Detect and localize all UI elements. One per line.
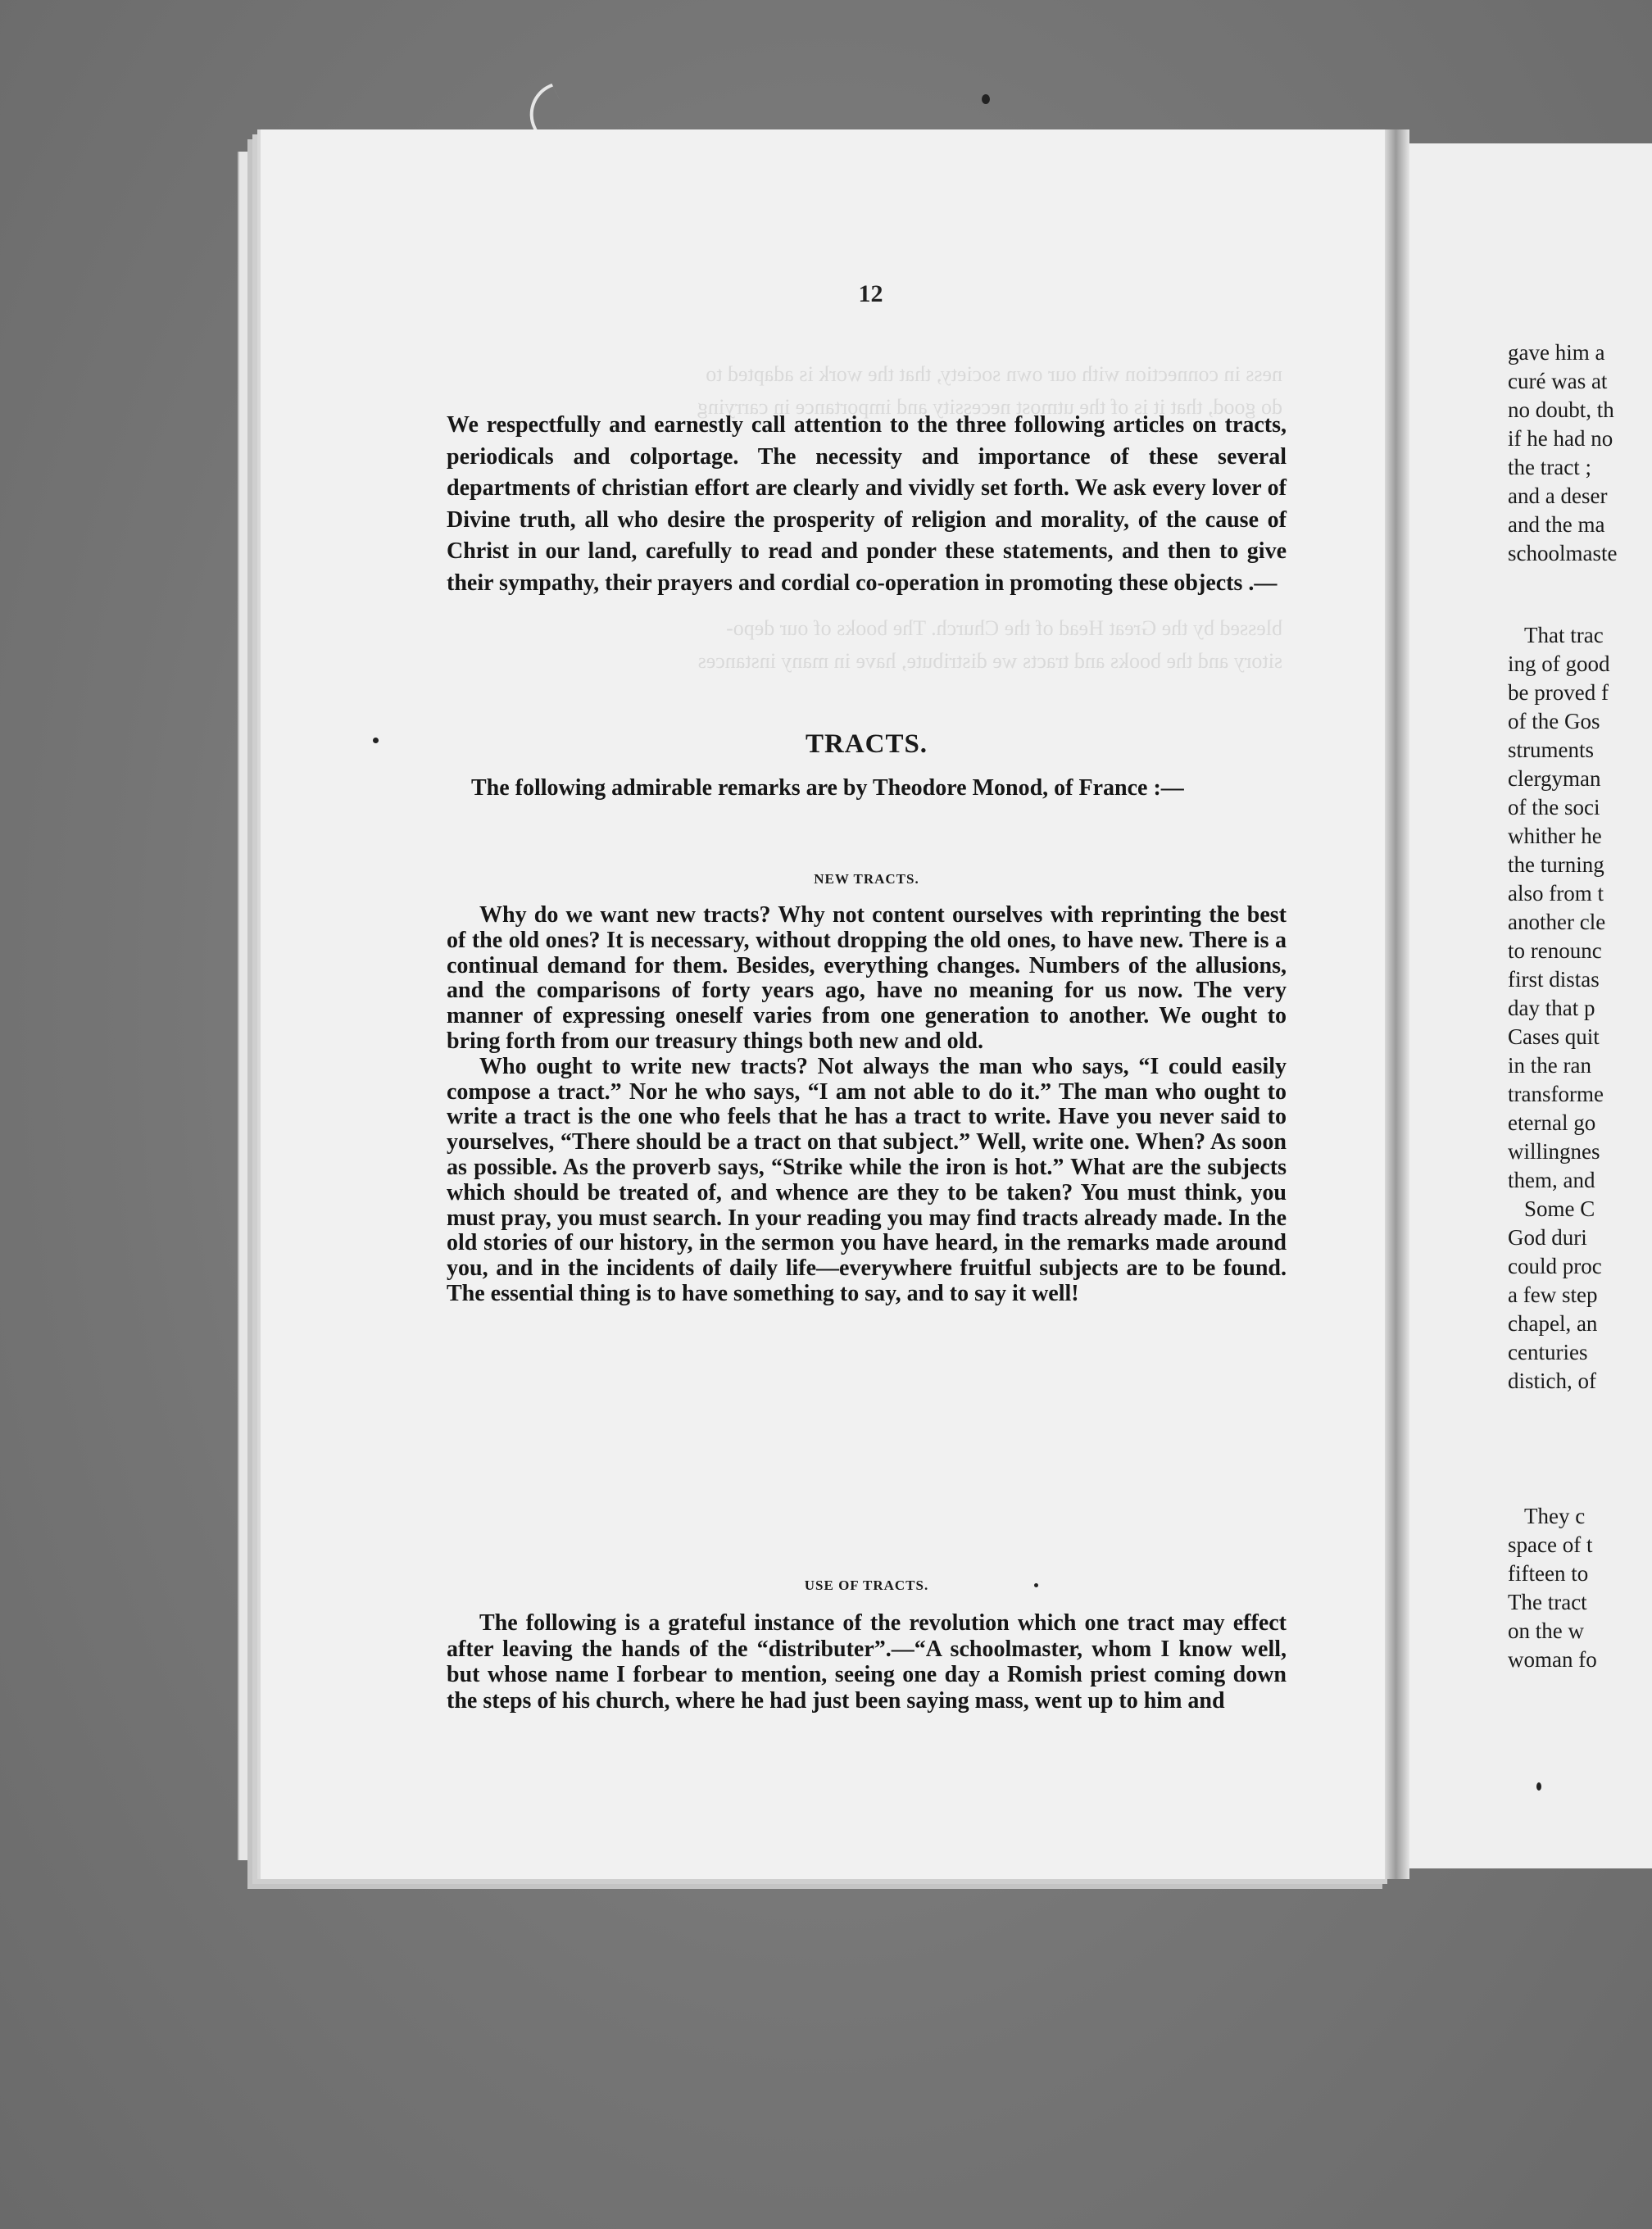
right-page-line: whither he (1508, 824, 1602, 848)
page-number: 12 (858, 280, 883, 307)
new-tracts-block (447, 903, 1287, 1307)
right-page-line: on the w (1508, 1618, 1584, 1643)
right-page-line: and a deser (1508, 483, 1608, 508)
right-page-line: no doubt, th (1508, 397, 1614, 422)
stray-dot (1536, 1782, 1541, 1791)
right-page-line: woman fo (1508, 1647, 1597, 1672)
right-page-line: to renounc (1508, 938, 1602, 963)
margin-dot (373, 738, 379, 743)
right-page-line: if he had no (1508, 426, 1613, 451)
right-page (1409, 143, 1652, 1868)
right-page-line: first distas (1508, 967, 1600, 992)
right-page-line: the turning (1508, 852, 1604, 877)
stray-dot (1034, 1583, 1038, 1587)
new-tracts-paragraph-1: Why do we want new tracts? Why not content ourselves with reprinting the best of the old ones? It is necessary, without dropping the old ones, to have new. There is a continual demand for them. Besides, everything changes. Numbers of the allusions, and the comparisons of forty years ago, have no meaning for us now. The very manner of expressing oneself varies from one generation to another. We ought to bring forth from our treasury things both new and old. (447, 902, 1287, 1054)
right-page-line: in the ran (1508, 1053, 1591, 1078)
right-page-line: them, and (1508, 1168, 1595, 1192)
attribution-text: The following admirable remarks are by Theodore Monod, of France :— (471, 775, 1184, 801)
use-of-tracts-heading: USE OF TRACTS. (804, 1578, 929, 1593)
right-page-line: The tract (1508, 1590, 1587, 1614)
intro-paragraph-block (447, 410, 1287, 599)
right-page-line: of the Gos (1508, 709, 1600, 733)
intro-paragraph: We respectfully and earnestly call attention to the three following articles on tracts, periodicals and colportage. The necessity and importance of these several departments of christian effort are clearly and vividly set forth. We ask every lover of Divine truth, all who desire the prosperity of religion and morality, of the cause of Christ in our land, carefully to read and ponder these statements, and then to give their sympathy, their prayers and cordial co-operation in promoting these objects .— (447, 412, 1287, 596)
new-tracts-paragraph-2: Who ought to write new tracts? Not always the man who says, “I could easily compose a tract.” Nor he who says, “I am not able to do it.” The man who ought to write a tract is the one who feels that he has a tract to write. Have you never said to yourselves, “There should be a tract on that subject.” Well, write one. When? As soon as possible. As the proverb says, “Strike while the iron is hot.” What are the subjects which should be treated of, and whence are they to be taken? You must think, you must pray, you must search. In your reading you may find tracts already made. In the old stories of our history, in the sermon you have heard, in the remarks made around you, and in the incidents of daily life—everywhere fruitful subjects are to be found. The essential thing is to have something to say, and to say it well! (447, 1053, 1287, 1306)
bleed-through-text: sitory and the books and tracts we distribute, have in many instances (697, 649, 1282, 673)
right-page-line: a few step (1508, 1282, 1598, 1307)
tracts-heading: TRACTS. (805, 729, 928, 759)
right-page-line: struments (1508, 738, 1594, 762)
bleed-through-text: do good, that it is of the utmost necessity and importance in carrying (697, 395, 1282, 419)
right-page-line: fifteen to (1508, 1561, 1589, 1586)
right-page-line: also from t (1508, 881, 1604, 906)
bleed-through-text: blessed by the Great Head of the Church. The books of our depo- (726, 616, 1282, 640)
right-page-line: centuries (1508, 1340, 1588, 1364)
attribution-block (447, 774, 1287, 802)
right-page-line: Cases quit (1508, 1024, 1600, 1049)
right-page-line: schoolmaste (1508, 541, 1618, 565)
right-page-line: willingnes (1508, 1139, 1600, 1164)
right-page-line: That trac (1524, 623, 1604, 647)
right-page-line: the tract ; (1508, 455, 1591, 479)
use-of-tracts-block (447, 1610, 1287, 1714)
new-tracts-heading: NEW TRACTS. (814, 871, 919, 887)
right-page-line: Some C (1524, 1196, 1595, 1221)
right-page-line: of the soci (1508, 795, 1600, 819)
right-page-line: ing of good (1508, 651, 1610, 676)
right-page-line: another cle (1508, 910, 1606, 934)
dust-speck (982, 94, 990, 104)
right-page-line: They c (1524, 1504, 1586, 1528)
right-page-line: clergyman (1508, 766, 1601, 791)
right-page-line: God duri (1508, 1225, 1587, 1250)
right-page-line: gave him a (1508, 340, 1605, 365)
right-page-line: be proved f (1508, 680, 1609, 705)
right-page-line: day that p (1508, 996, 1595, 1020)
bleed-through-text: ness in connection with our own society, that the work is adapted to (706, 362, 1282, 386)
use-of-tracts-paragraph: The following is a grateful instance of the revolution which one tract may effect after leaving the hands of the “distributer”.—“A schoolmaster, whom I know well, but whose name I forbear to mention, seeing one day a Romish priest coming down the steps of his church, where he had just been saying mass, went up to him and (447, 1610, 1287, 1714)
book-gutter (1385, 129, 1409, 1879)
right-page-line: eternal go (1508, 1110, 1596, 1135)
right-page-line: could proc (1508, 1254, 1602, 1278)
right-page-line: chapel, an (1508, 1311, 1598, 1336)
right-page-line: and the ma (1508, 512, 1605, 537)
right-page-line: distich, of (1508, 1369, 1596, 1393)
right-page-line: curé was at (1508, 369, 1608, 393)
right-page-line: transforme (1508, 1082, 1604, 1106)
right-page-line: space of t (1508, 1532, 1593, 1557)
